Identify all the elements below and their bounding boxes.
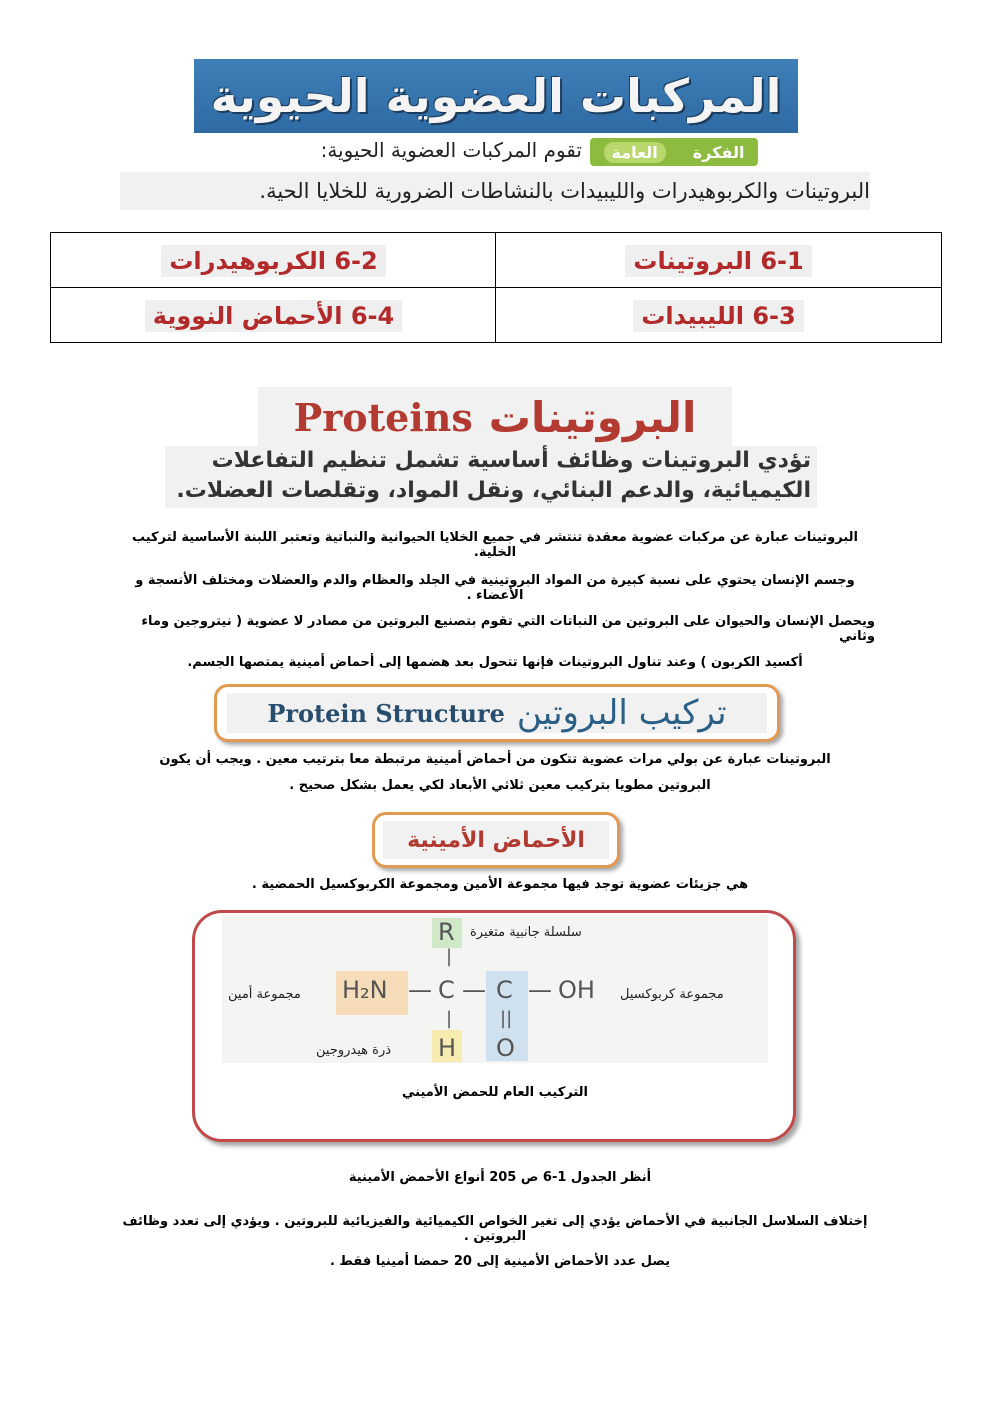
- section-label: 6-4 الأحماض النووية: [145, 300, 402, 332]
- big-idea-label: [590, 138, 758, 166]
- symbol-c-alpha: C: [438, 976, 455, 1004]
- page-title: المركبات العضوية الحيوية: [210, 69, 782, 123]
- bond-vertical: |: [446, 1008, 453, 1029]
- section-cell: [496, 288, 941, 343]
- paragraph: البروتينات عبارة عن بولي مرات عضوية تتكون من أحماض أمينية مرتبطة معا بترتيب معين . ويجب أن يكون: [159, 752, 831, 767]
- structure-title-ar: تركيب البروتين: [516, 693, 727, 733]
- big-idea-description: البروتينات والكربوهيدرات والليبيدات بالنشاطات الضرورية للخلايا الحية.: [120, 172, 870, 210]
- symbol-r: R: [438, 918, 455, 946]
- diagram-caption: التركيب العام للحمض الأميني: [402, 1085, 588, 1100]
- carboxyl-label: مجموعة كربوكسيل: [620, 987, 724, 1002]
- paragraph: يصل عدد الأحماض الأمينية إلى 20 حمضا أمينيا فقط .: [329, 1254, 671, 1269]
- paragraph: ويحصل الإنسان والحيوان على البروتين من النباتات التي تقوم بتصنيع البروتين من مصادر لا عضوية ( نيتروجين وماء وثاني: [141, 614, 875, 644]
- hydrogen-label: ذرة هيدروجين: [316, 1043, 392, 1058]
- amino-definition: هي جزيئات عضوية توجد فيها مجموعة الأمين ومجموعة الكربوكسيل الحمضية .: [251, 877, 749, 892]
- table-reference: أنظر الجدول 1-6 ص 205 أنواع الأحمض الأمينية: [348, 1170, 652, 1185]
- proteins-intro: تؤدي البروتينات وظائف أساسية تشمل تنظيم التفاعلات الكيميائية، والدعم البنائي، ونقل المواد، وتقلصات العضلات.: [165, 446, 817, 508]
- paragraph: البروتينات عبارة عن مركبات عضوية معقدة تنتشر في جميع الخلايا الحيوانية والنباتية وتعتبر اللبنة الأساسية لتركيب الخلية.: [131, 530, 858, 560]
- big-idea-label-1: الفكرة: [692, 142, 745, 162]
- symbol-h: H: [438, 1034, 457, 1062]
- symbol-c-carboxyl: C: [496, 976, 513, 1004]
- section-cell: [51, 288, 496, 343]
- bond-single: —: [462, 976, 486, 1004]
- big-idea-row: [228, 136, 758, 168]
- amino-title: الأحماض الأمينية: [383, 821, 609, 859]
- paragraph: أكسيد الكربون ) وعند تناول البروتينات فإنها تتحول بعد هضمها إلى أحماض أمينية يمتصها الجسم.: [187, 655, 803, 670]
- bond-single: —: [408, 976, 432, 1004]
- table-divider: [50, 287, 942, 288]
- proteins-title-ar: البروتينات: [488, 392, 697, 442]
- bond-single: —: [528, 976, 552, 1004]
- big-idea-label-2: العامة: [604, 142, 666, 163]
- symbol-oh: OH: [558, 976, 595, 1004]
- protein-structure-heading: [214, 684, 780, 742]
- paragraph: البروتين مطويا بتركيب معين ثلاثي الأبعاد لكي يعمل بشكل صحيح .: [289, 778, 711, 793]
- section-cell: [496, 233, 941, 288]
- proteins-title-en: Proteins: [293, 394, 473, 440]
- section-label: 6-1 البروتينات: [625, 245, 811, 277]
- proteins-heading: [258, 387, 732, 447]
- bond-vertical: |: [446, 946, 453, 967]
- section-cell: [51, 233, 496, 288]
- side-chain-label: سلسلة جانبية متغيرة: [470, 925, 582, 940]
- big-idea-text: تقوم المركبات العضوية الحيوية:: [320, 138, 582, 162]
- structure-title-en: Protein Structure: [267, 698, 505, 728]
- amino-acids-heading: [372, 812, 620, 868]
- section-label: 6-2 الكربوهيدرات: [161, 245, 385, 277]
- paragraph: وجسم الإنسان يحتوي على نسبة كبيرة من المواد البروتينية في الجلد والعظام والدم والعضلات ومختلف الأنسجة و الأعضاء .: [135, 573, 855, 603]
- symbol-o: O: [496, 1034, 515, 1062]
- symbol-h2n: H₂N: [342, 976, 388, 1004]
- bond-double: ||: [500, 1008, 513, 1029]
- amine-label: مجموعة أمين: [228, 987, 301, 1002]
- section-label: 6-3 الليبيدات: [633, 300, 803, 332]
- title-banner: [194, 59, 798, 133]
- paragraph: إختلاف السلاسل الجانبية في الأحماض يؤدي إلى تغير الخواص الكيميائية والفيزيائية للبروتين . ويؤدي إلى تعدد وظائف البروتين .: [122, 1214, 868, 1244]
